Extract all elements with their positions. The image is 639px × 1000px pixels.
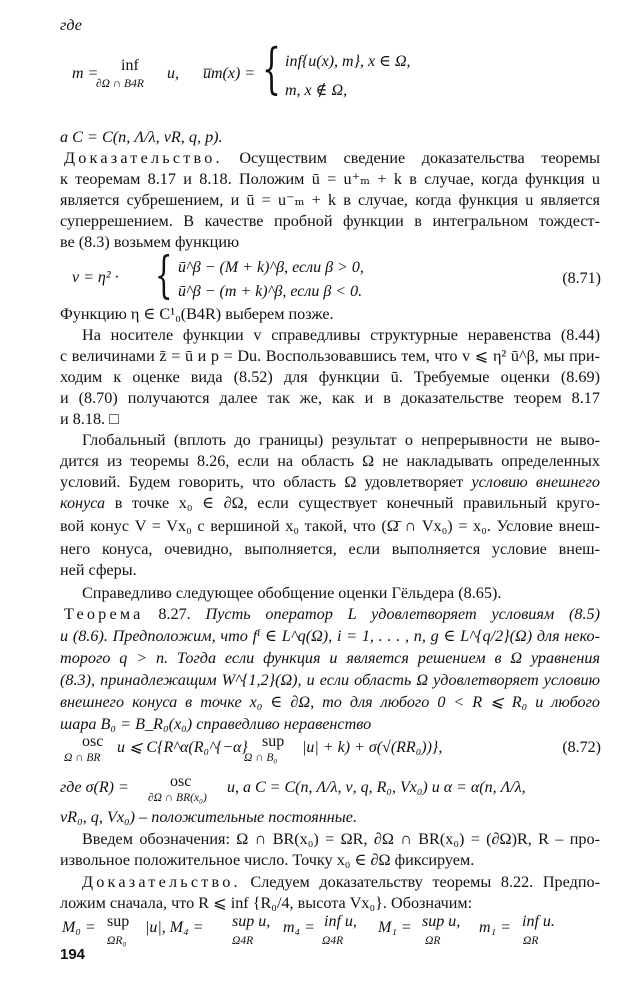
global-line-3-text: условий. Будем говорить, что область Ω удовлетворяет [60,473,464,491]
inf-m4: inf u, [324,913,357,930]
outer-cone-term-end: конуса [60,494,106,512]
global-line-4-text: в точке x₀ ∈ ∂Ω, если существует конечный правильный круго- [114,494,600,512]
support-line-2: с величинами z̄ = ū и p = Du. Воспользовавшись тем, что v ⩽ η² ū^β, мы при- [60,347,600,365]
inf-m4-subscript: Ω4R [322,935,344,947]
eq-871-case-1: ū^β − (M + k)^β, если β > 0, [178,259,364,276]
positive-constants-line: νR₀, q, Vx₀) – положительные постоянные. [60,808,357,826]
proof-heading: Доказательство. [64,149,223,167]
inf-argument: u, [167,65,179,82]
eq-872-tail: |u| + k) + σ(√(RR₀))}, [302,739,443,756]
def-M4: |u|, M₄ = [145,919,204,936]
eq-872-osc: osc [82,733,104,750]
theorem-line-5: внешнего конуса в точке x₀ ∈ ∂Ω, то для любого 0 < R ⩽ R₀ и любого [60,693,600,711]
proof2-line-1-text: Следуем доказательству теоремы 8.22. Предпо- [250,873,600,891]
sup-M4: sup u, [232,913,271,930]
theorem-line-2: и (8.6). Предположим, что fⁱ ∈ L^q(Ω), i = 1, . . . , n, g ∈ L^{q/2}(Ω) для неко- [60,627,600,645]
page-number: 194 [60,946,86,963]
support-line-1 [60,325,600,345]
def-M1: M₁ = [378,919,412,936]
inf-m1: inf u. [522,913,555,930]
eta-choice-line: Функцию η ∈ C¹₀(B4R) выберем позже. [60,305,334,323]
proof2-heading: Доказательство. [82,873,241,891]
def-m4: m₄ = [283,919,315,936]
proof2-line-2: ложим сначала, что R ⩽ inf {R₀/4, высота Vx₀}. Обозначим: [60,894,473,912]
notation-line-1-text: Введем обозначения: Ω ∩ BR(x₀) = ΩR, ∂Ω ∩ BR(x₀) = (∂Ω)R, R – про- [82,830,600,848]
theorem-number: 8.27. [158,605,191,623]
global-line-1 [60,430,600,450]
where-word: где [60,16,82,34]
proof-line-2: к теоремам 8.17 и 8.18. Положим ū = u⁺ₘ + k в случае, когда функция u [60,170,600,188]
eq-871-label: (8.71) [562,270,601,287]
sup-M1: sup u, [422,913,461,930]
eq-871-lhs: v = η² · [72,269,119,286]
sigma-osc-subscript: ∂Ω ∩ BR(x₀) [148,792,207,804]
proof-line-5: ве (8.3) возьмем функцию [60,233,240,251]
global-line-1-text: Глобальный (вплоть до границы) результат о непрерывности не выво- [82,431,600,449]
sup-M4-subscript: Ω4R [232,935,254,947]
proof-line-1 [60,148,600,168]
u-m-lhs: u̅m(x) = [203,65,256,82]
case-brace: { [262,37,281,100]
global-line-2: дится из теоремы 8.26, если на область Ω не накладывать определенных [60,452,600,470]
outer-cone-term: условию внешнего [471,473,600,491]
constant-definition: а C = C(n, Λ/λ, νR, q, p). [60,128,223,146]
inf-m1-subscript: ΩR [523,935,539,947]
inf-subscript: ∂Ω ∩ B4R [96,78,144,90]
proof-line-3: является субрешением, и ū = u⁻ₘ + k в случае, когда функция u является [60,191,600,209]
support-line-5: и 8.18. □ [60,410,119,428]
eq-872-osc-subscript: Ω ∩ BR [64,752,101,764]
global-line-7: ней сферы. [60,561,137,579]
u-m-case-1: inf{u(x), m}, x ∈ Ω, [285,53,411,70]
eq-871-brace: { [155,246,173,304]
support-line-4: и (8.70) получаются далее так же, как и в доказательстве теорем 8.17 [60,389,600,407]
def-m1: m₁ = [479,919,511,936]
support-line-1-text: На носителе функции v справедливы структурные неравенства (8.44) [82,326,600,344]
support-line-3: ходим к оценке вида (8.52) для функции ū. Требуемые оценки (8.69) [60,368,600,386]
sigma-osc: osc [170,773,192,790]
holder-generalization-line: Справедливо следующее обобщение оценки Гёльдера (8.65). [82,584,502,602]
eq-872-sup: sup [262,733,285,750]
theorem-line-6: шара B₀ = B_R₀(x₀) справедливо неравенство [60,715,372,733]
theorem-line-4: (8.3), принадлежащим W^{1,2}(Ω), и если область Ω удовлетворяет условию [60,671,600,689]
inf-operator: inf [121,57,139,74]
theorem-line-1-text: Пусть оператор L удовлетворяет условиям (8.5) [205,605,600,623]
eq-872-label: (8.72) [562,739,601,756]
theorem-line-3: торого q > n. Тогда если функция u является решением в Ω уравнения [60,649,600,667]
eq-871-case-2: ū^β − (m + k)^β, если β < 0. [178,283,363,300]
sup-M0-subscript: ΩR₀ [107,935,127,947]
sup-M1-subscript: ΩR [425,935,441,947]
m-definition: m = [72,65,99,82]
notation-line-1 [60,829,600,849]
sigma-definition: где σ(R) = [60,779,129,796]
proof-line-1-text: Осуществим сведение доказательства теоремы [239,149,601,167]
global-line-5: вой конус V = Vx₀ с вершиной x₀ такой, что (Ω̄ ∩ Vx₀) = x₀. Условие внеш- [60,517,600,535]
sup-M0: sup [107,913,130,930]
global-line-3 [60,472,600,492]
eq-872-middle: u ⩽ C{R^α(R₀^{−α} [117,739,248,756]
theorem-line-1 [60,604,600,624]
eq-872-sup-subscript: Ω ∩ B₀ [244,752,278,764]
global-line-6: него конуса, очевидно, выполняется, если выполняется условие внеш- [60,540,600,558]
def-M0: M₀ = [62,919,96,936]
notation-line-2: извольное положительное число. Точку x₀ ∈ ∂Ω фиксируем. [60,851,475,869]
proof-line-4: суперрешением. В качестве пробной функции в интегральном тождест- [60,212,600,230]
u-m-case-2: m, x ∉ Ω, [285,82,348,99]
sigma-tail: u, а C = C(n, Λ/λ, ν, q, R₀, Vx₀) и α = α(n, Λ/λ, [227,779,526,796]
global-line-4 [60,493,600,513]
proof2-line-1 [60,872,600,892]
theorem-heading: Теорема [64,605,144,623]
